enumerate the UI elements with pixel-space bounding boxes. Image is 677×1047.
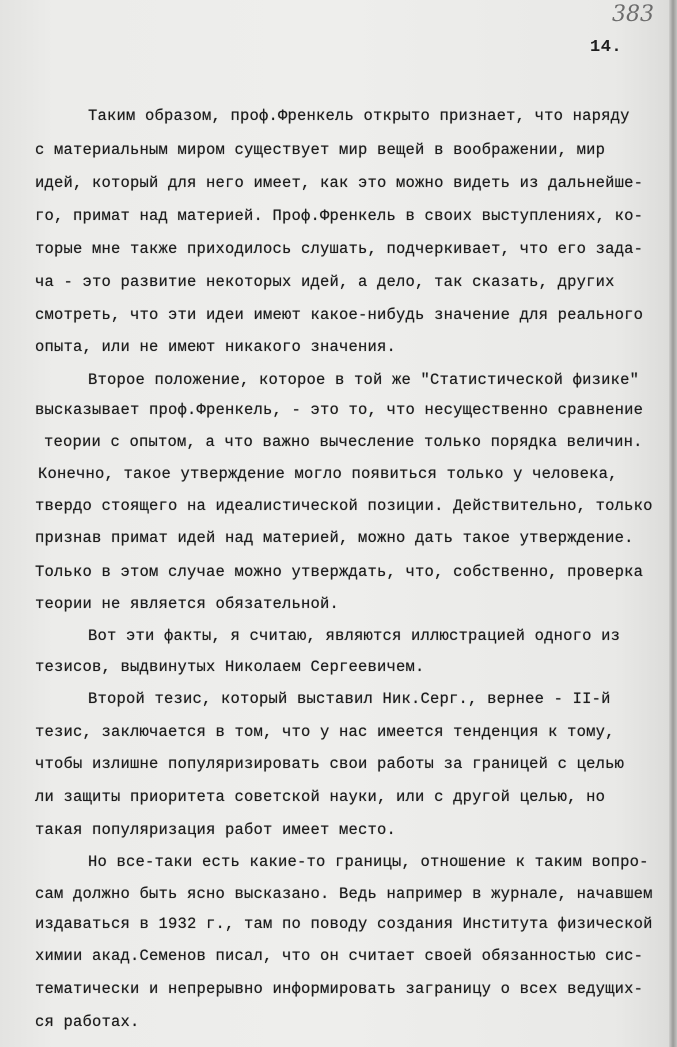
text-line: чтобы излишне популяризировать свои работы за границей с целью [35, 755, 625, 773]
text-line: издаваться в 1932 г., там по поводу создания Института физической [35, 915, 653, 933]
text-line: тематически и непрерывно информировать заграницу о всех ведущих- [35, 980, 644, 998]
text-line: Но все-таки есть какие-то границы, отношение к таким вопро- [88, 853, 649, 871]
text-line: твердо стоящего на идеалистической позиции. Действительно, только [35, 497, 653, 515]
text-line: тезис, заключается в том, что у нас имеется тенденция к тому, [35, 723, 615, 741]
text-line: Таким образом, проф.Френкель открыто признает, что наряду [88, 107, 630, 125]
text-line: теории не является обязательной. [35, 595, 340, 613]
text-line: ча - это развитие некоторых идей, а дело, так сказать, других [35, 273, 615, 291]
text-line: теории с опытом, а что важно вычесление только порядка величин. [44, 433, 643, 451]
text-line: го, примат над материей. Проф.Френкель в своих выступлениях, ко- [35, 207, 644, 225]
text-line: Конечно, такое утверждение могло появиться только у человека, [38, 465, 618, 483]
archive-page-number: 383 [612, 2, 654, 27]
text-line: такая популяризация работ имеет место. [35, 821, 397, 839]
text-line: Второе положение, которое в той же "Статистической физике" [88, 371, 640, 389]
text-line: торые мне также приходилось слушать, подчеркивает, что его зада- [35, 240, 644, 258]
text-line: Только в этом случае можно утверждать, что, собственно, проверка [35, 563, 644, 581]
text-line: опыта, или не имеют никакого значения. [35, 338, 397, 356]
text-line: сам должно быть ясно высказано. Ведь например в журнале, начавшем [35, 885, 653, 903]
text-line: смотреть, что эти идеи имеют какое-нибудь значение для реального [35, 306, 644, 324]
text-line: Второй тезис, который выставил Ник.Серг., вернее - II-й [88, 690, 611, 708]
text-line: ли защиты приоритета советской науки, или с другой целью, но [35, 788, 606, 806]
page-number: 14. [590, 38, 623, 57]
text-line: признав примат идей над материей, можно дать такое утверждение. [35, 529, 634, 547]
text-line: высказывает проф.Френкель, - это то, что несущественно сравнение [35, 401, 644, 419]
page-edge [669, 0, 677, 1047]
text-line: тезисов, выдвинутых Николаем Сергеевичем. [35, 658, 425, 676]
text-line: ся работах. [35, 1013, 140, 1031]
text-line: химии акад.Семенов писал, что он считает своей обязанностью сис- [35, 947, 644, 965]
text-line: с материальным миром существует мир вещей в воображении, мир [35, 141, 606, 159]
text-line: идей, который для него имеет, как это можно видеть из дальнейше- [35, 174, 644, 192]
text-line: Вот эти факты, я считаю, являются иллюстрацией одного из [88, 627, 621, 645]
